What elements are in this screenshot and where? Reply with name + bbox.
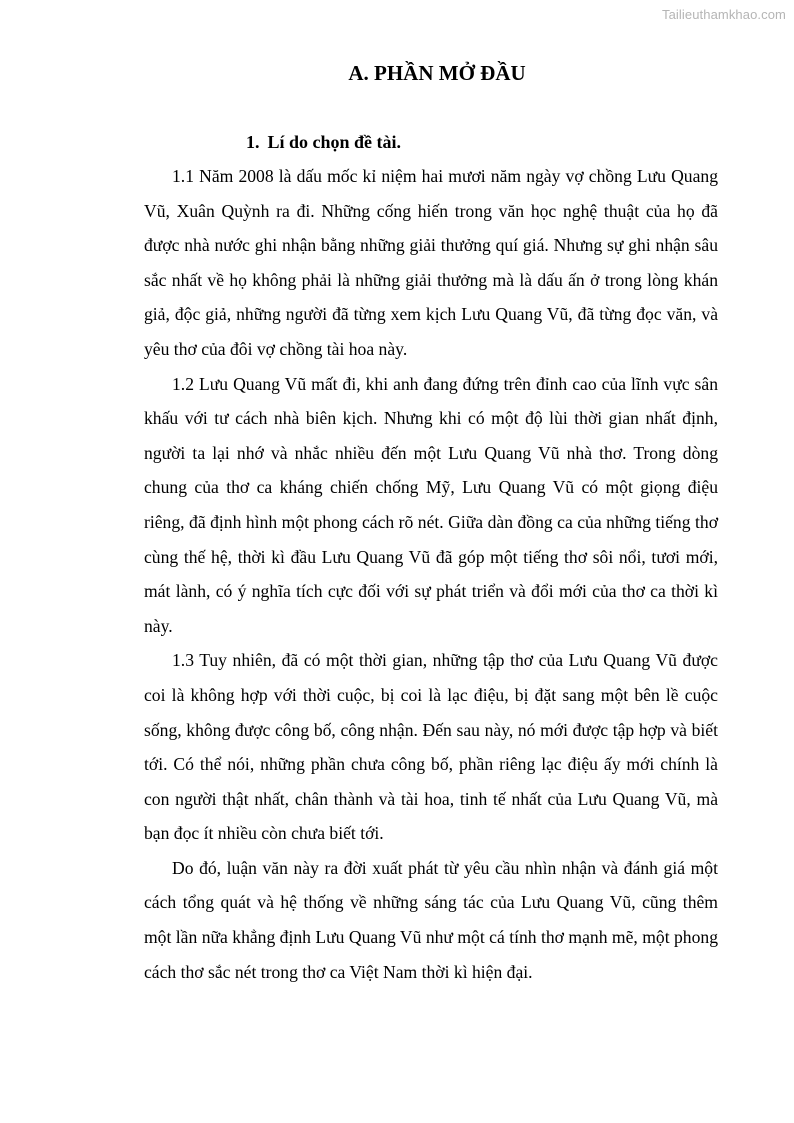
section-number: 1. xyxy=(246,132,260,152)
paragraph-conclusion: Do đó, luận văn này ra đời xuất phát từ yêu cầu nhìn nhận và đánh giá một cách tổng quát và hệ thống về những sáng tác của Lưu Quang Vũ, cũng thêm một lần nữa khẳng định Lưu Quang Vũ như một cá tính thơ mạnh mẽ, một phong cách thơ sắc nét trong thơ ca Việt Nam thời kì hiện đại. xyxy=(144,857,718,982)
chapter-title: A. PHẦN MỞ ĐẦU xyxy=(348,61,526,85)
paragraph-1-2: 1.2 Lưu Quang Vũ mất đi, khi anh đang đứng trên đỉnh cao của lĩnh vực sân khấu với tư cách nhà biên kịch. Nhưng khi có một độ lùi thời gian nhất định, người ta lại nhớ và nhắc nhiều đến một Lưu Quang Vũ nhà thơ. Trong dòng chung của thơ ca kháng chiến chống Mỹ, Lưu Quang Vũ có một giọng điệu riêng, đã định hình một phong cách rõ nét. Giữa dàn đồng ca của những tiếng thơ cùng thế hệ, thời kì đầu Lưu Quang Vũ đã góp một tiếng thơ sôi nổi, tươi mới, mát lành, có ý nghĩa tích cực đối với sự phát triển và đổi mới của thơ ca thời kì này. xyxy=(144,373,718,636)
watermark: Tailieuthamkhao.com xyxy=(661,7,786,22)
section-heading xyxy=(144,125,718,159)
document-page xyxy=(144,58,718,989)
paragraph-1-3: 1.3 Tuy nhiên, đã có một thời gian, những tập thơ của Lưu Quang Vũ được coi là không hợp với thời cuộc, bị coi là lạc điệu, bị đặt sang một bên lề cuộc sống, không được công bố, công nhận. Đến sau này, nó mới được tập hợp và biết tới. Có thể nói, những phần chưa công bố, phần riêng lạc điệu ấy mới chính là con người thật nhất, chân thành và tài hoa, tinh tế nhất của Lưu Quang Vũ, mà bạn đọc ít nhiều còn chưa biết tới. xyxy=(144,650,718,844)
section-title: Lí do chọn đề tài. xyxy=(267,132,402,152)
paragraph-1-1: 1.1 Năm 2008 là dấu mốc kỉ niệm hai mươi năm ngày vợ chồng Lưu Quang Vũ, Xuân Quỳnh ra đi. Những cống hiến trong văn học nghệ thuật của họ đã được nhà nước ghi nhận bằng những giải thưởng quí giá. Nhưng sự ghi nhận sâu sắc nhất về họ không phải là những giải thưởng mà là dấu ấn ở trong lòng khán giả, độc giả, những người đã từng xem kịch Lưu Quang Vũ, đã từng đọc văn, và yêu thơ của đôi vợ chồng tài hoa này. xyxy=(144,166,718,359)
